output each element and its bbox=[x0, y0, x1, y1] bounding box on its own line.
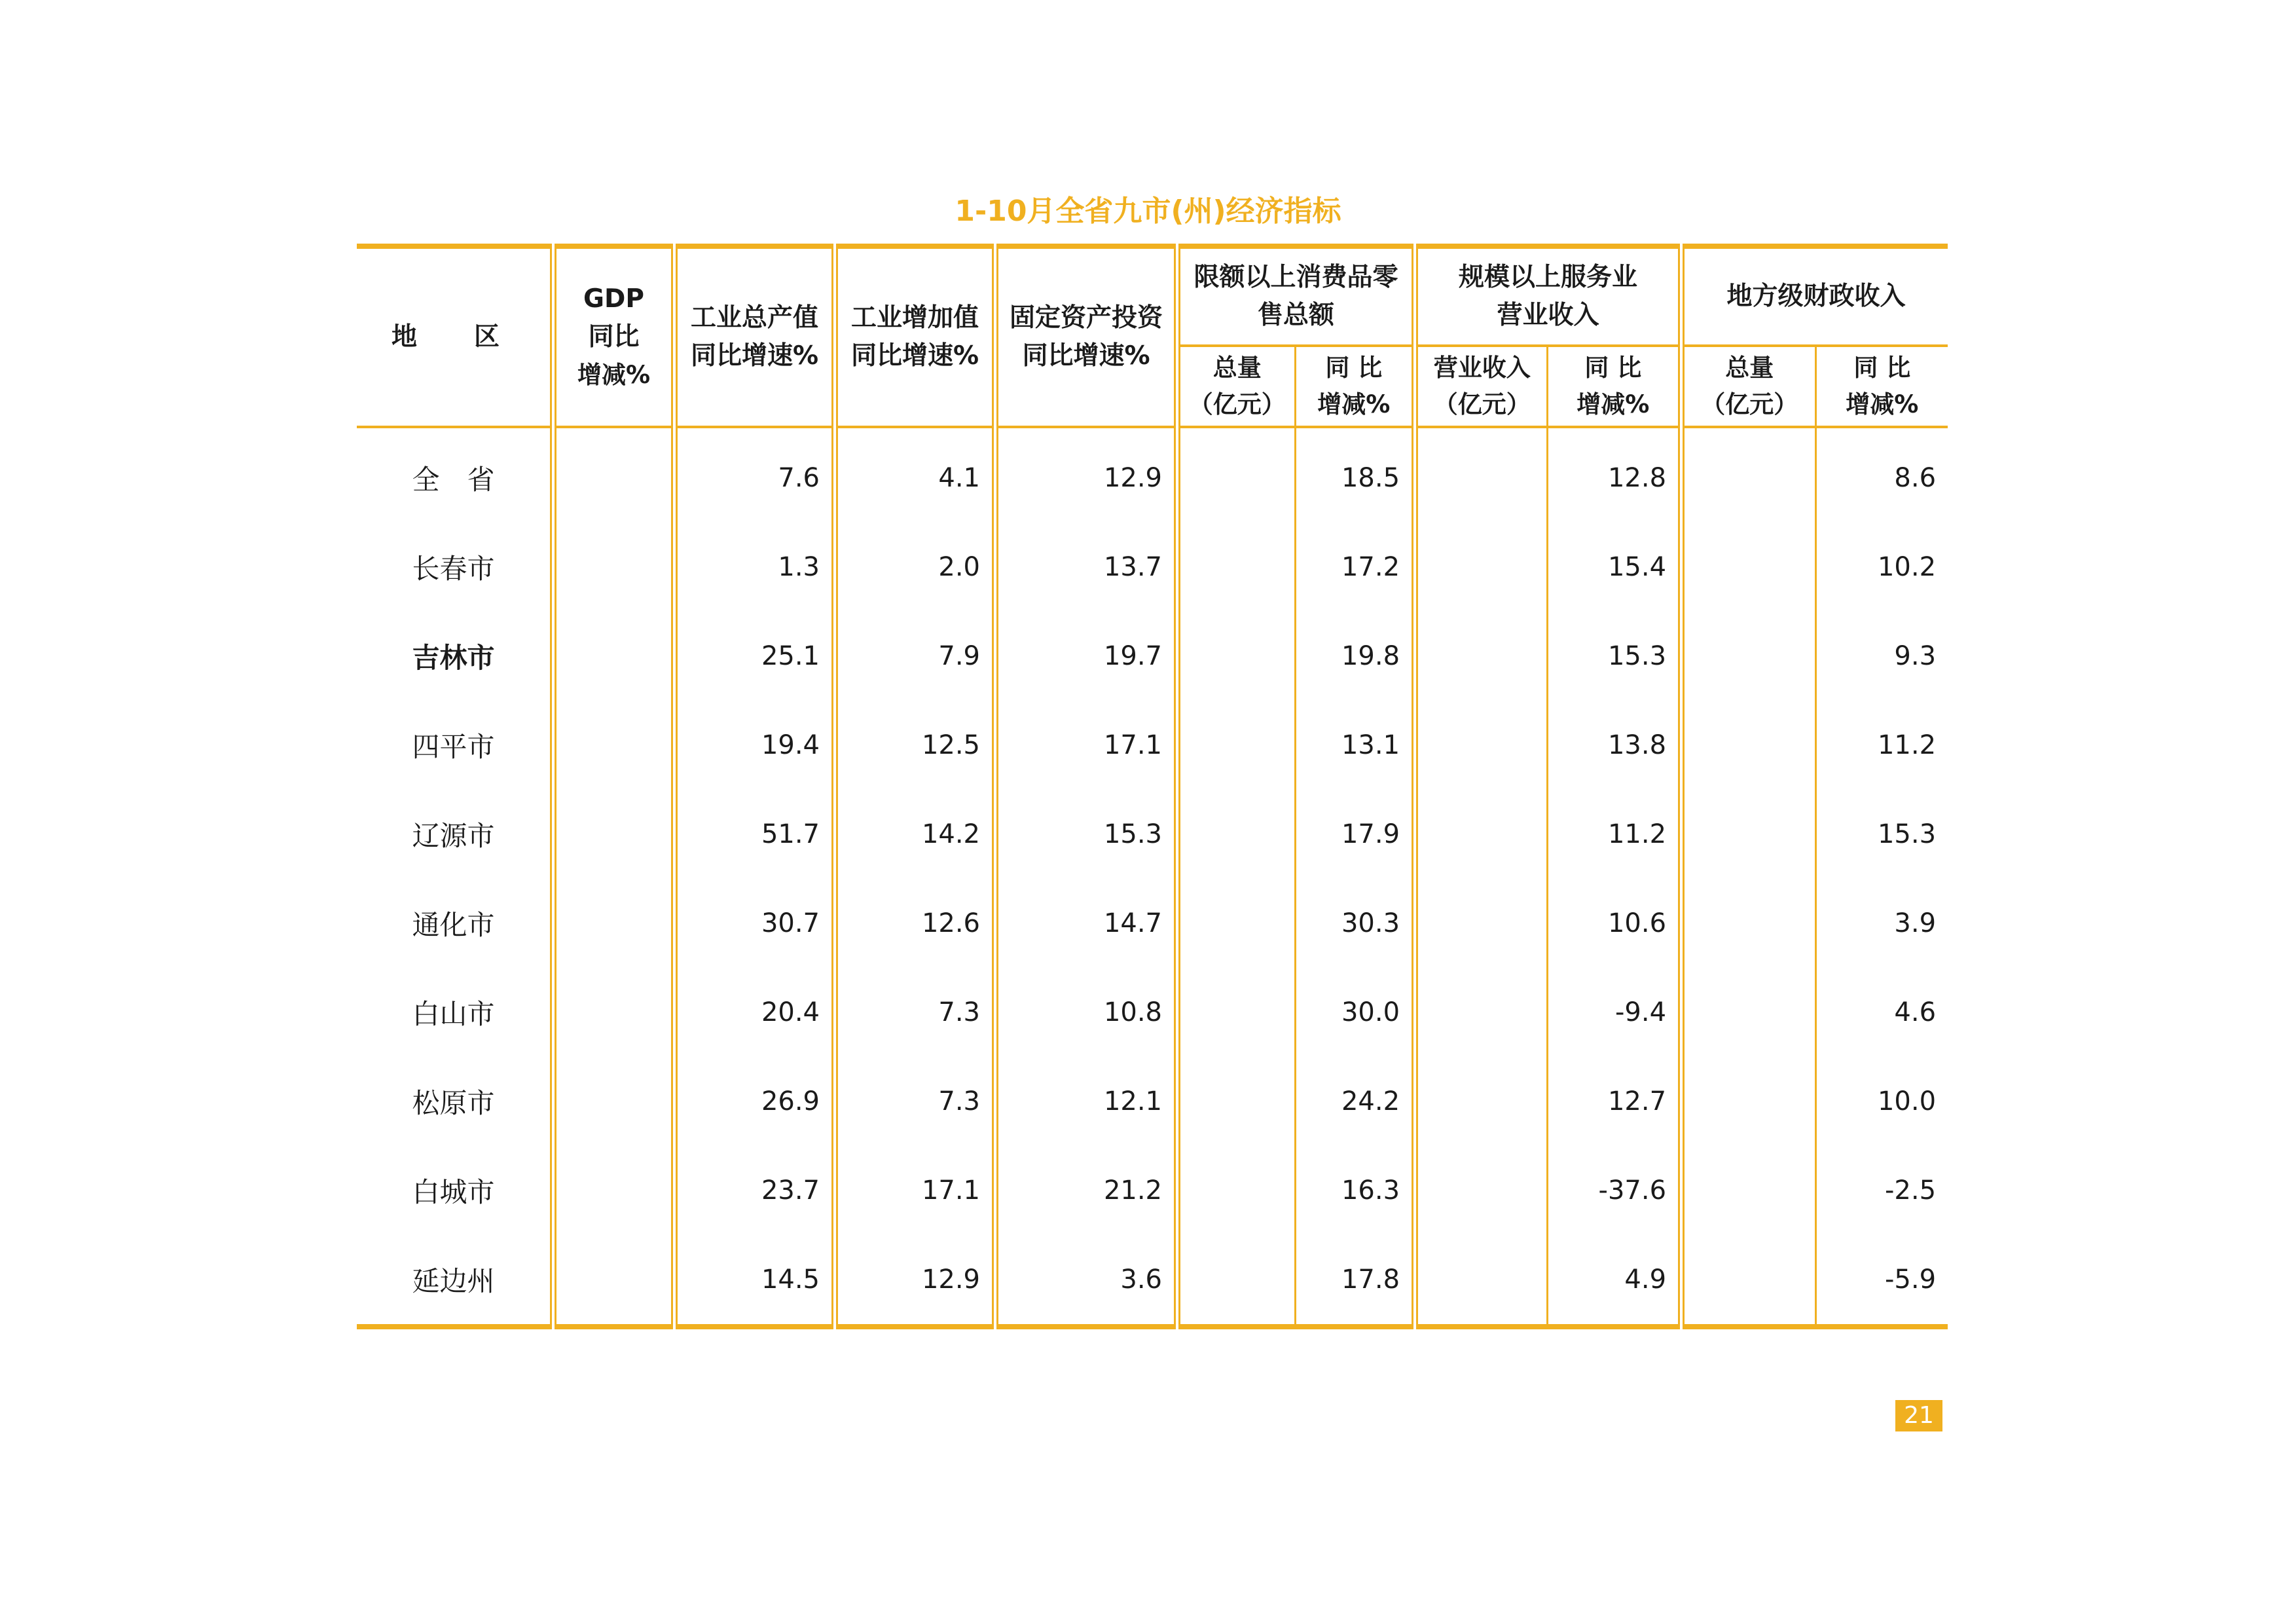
cell-gdp bbox=[553, 1146, 674, 1235]
cell-region: 辽源市 bbox=[357, 790, 553, 879]
header-service: 规模以上服务业 营业收入 bbox=[1415, 246, 1681, 346]
cell-retail-total bbox=[1177, 1235, 1295, 1327]
table-row bbox=[357, 1057, 1948, 1146]
cell-ind-output: 25.1 bbox=[674, 612, 835, 701]
cell-service-rev bbox=[1415, 1057, 1547, 1146]
economic-indicators-table-wrapper bbox=[357, 244, 1948, 1329]
cell-retail-total bbox=[1177, 427, 1295, 523]
cell-region: 白城市 bbox=[357, 1146, 553, 1235]
economic-indicators-table bbox=[357, 244, 1948, 1329]
cell-fixed: 10.8 bbox=[995, 968, 1177, 1057]
table-row bbox=[357, 879, 1948, 968]
cell-ind-output: 7.6 bbox=[674, 427, 835, 523]
cell-gdp bbox=[553, 1057, 674, 1146]
cell-fiscal-total bbox=[1681, 879, 1815, 968]
cell-fiscal-total bbox=[1681, 968, 1815, 1057]
cell-gdp bbox=[553, 612, 674, 701]
table-row bbox=[357, 427, 1948, 523]
header-fiscal: 地方级财政收入 bbox=[1681, 246, 1948, 346]
cell-service-rev bbox=[1415, 701, 1547, 790]
cell-fiscal-yoy: 10.2 bbox=[1877, 552, 1937, 582]
cell-ind-added: 14.2 bbox=[835, 790, 995, 879]
cell-region: 松原市 bbox=[357, 1057, 553, 1146]
cell-fiscal-total bbox=[1681, 790, 1815, 879]
header-retail-total: 总量 （亿元） bbox=[1177, 346, 1295, 427]
cell-fiscal-yoy: 8.6 bbox=[1894, 463, 1937, 493]
cell-service-yoy: 11.2 bbox=[1547, 790, 1681, 879]
table-row bbox=[357, 701, 1948, 790]
cell-retail-total bbox=[1177, 968, 1295, 1057]
cell-gdp bbox=[553, 523, 674, 612]
cell-service-yoy: 12.8 bbox=[1547, 427, 1681, 523]
cell-service-yoy: -37.6 bbox=[1547, 1146, 1681, 1235]
header-fixed-investment: 固定资产投资 同比增速% bbox=[995, 246, 1177, 427]
cell-retail-total bbox=[1177, 523, 1295, 612]
cell-service-yoy: -9.4 bbox=[1547, 968, 1681, 1057]
cell-retail-total bbox=[1177, 1057, 1295, 1146]
table-row bbox=[357, 612, 1948, 701]
cell-fiscal-yoy: -5.9 bbox=[1885, 1264, 1937, 1295]
page-title: 1-10月全省九市(州)经济指标 bbox=[955, 194, 1341, 228]
header-gdp: GDP 同比 增减% bbox=[553, 246, 674, 427]
cell-fixed: 19.7 bbox=[995, 612, 1177, 701]
cell-fiscal-total bbox=[1681, 523, 1815, 612]
table-row bbox=[357, 523, 1948, 612]
cell-fixed: 12.9 bbox=[995, 427, 1177, 523]
cell-ind-added: 12.5 bbox=[835, 701, 995, 790]
cell-region: 四平市 bbox=[357, 701, 553, 790]
table-body bbox=[357, 427, 1948, 1327]
cell-retail-total bbox=[1177, 790, 1295, 879]
cell-retail-yoy: 30.3 bbox=[1295, 879, 1415, 968]
cell-service-yoy: 4.9 bbox=[1547, 1235, 1681, 1327]
cell-service-yoy: 15.3 bbox=[1547, 612, 1681, 701]
cell-retail-yoy: 19.8 bbox=[1295, 612, 1415, 701]
table-row bbox=[357, 968, 1948, 1057]
cell-fiscal-total bbox=[1681, 701, 1815, 790]
cell-gdp bbox=[553, 701, 674, 790]
header-fiscal-total: 总量 （亿元） bbox=[1681, 346, 1815, 427]
cell-service-rev bbox=[1415, 968, 1547, 1057]
cell-region: 延边州 bbox=[357, 1235, 553, 1327]
cell-service-rev bbox=[1415, 523, 1547, 612]
cell-fiscal-yoy: -2.5 bbox=[1885, 1175, 1937, 1206]
header-region: 地 区 bbox=[357, 246, 553, 427]
table-row bbox=[357, 790, 1948, 879]
cell-retail-yoy: 30.0 bbox=[1295, 968, 1415, 1057]
cell-retail-yoy: 13.1 bbox=[1295, 701, 1415, 790]
cell-service-rev bbox=[1415, 612, 1547, 701]
cell-retail-yoy: 24.2 bbox=[1295, 1057, 1415, 1146]
cell-ind-output: 14.5 bbox=[674, 1235, 835, 1327]
cell-gdp bbox=[553, 790, 674, 879]
cell-retail-yoy: 17.9 bbox=[1295, 790, 1415, 879]
cell-ind-output: 26.9 bbox=[674, 1057, 835, 1146]
cell-service-rev bbox=[1415, 1235, 1547, 1327]
cell-ind-added: 7.9 bbox=[835, 612, 995, 701]
cell-fiscal-yoy: 4.6 bbox=[1894, 997, 1937, 1027]
table-header bbox=[357, 246, 1948, 427]
cell-service-rev bbox=[1415, 879, 1547, 968]
cell-fiscal-total bbox=[1681, 1235, 1815, 1327]
cell-service-yoy: 12.7 bbox=[1547, 1057, 1681, 1146]
cell-gdp bbox=[553, 1235, 674, 1327]
header-industrial-added: 工业增加值 同比增速% bbox=[835, 246, 995, 427]
cell-ind-added: 4.1 bbox=[835, 427, 995, 523]
cell-service-rev bbox=[1415, 427, 1547, 523]
header-retail: 限额以上消费品零 售总额 bbox=[1177, 246, 1415, 346]
cell-ind-added: 12.9 bbox=[835, 1235, 995, 1327]
cell-retail-total bbox=[1177, 1146, 1295, 1235]
header-fiscal-yoy: 同 比 增减% bbox=[1815, 346, 1948, 427]
cell-ind-output: 23.7 bbox=[674, 1146, 835, 1235]
page-number: 21 bbox=[1895, 1400, 1942, 1431]
cell-service-yoy: 10.6 bbox=[1547, 879, 1681, 968]
cell-ind-added: 7.3 bbox=[835, 1057, 995, 1146]
cell-fixed: 17.1 bbox=[995, 701, 1177, 790]
cell-service-yoy: 13.8 bbox=[1547, 701, 1681, 790]
cell-fixed: 3.6 bbox=[995, 1235, 1177, 1327]
cell-region: 长春市 bbox=[357, 523, 553, 612]
cell-retail-total bbox=[1177, 701, 1295, 790]
cell-fiscal-total bbox=[1681, 612, 1815, 701]
cell-gdp bbox=[553, 427, 674, 523]
cell-retail-yoy: 17.2 bbox=[1295, 523, 1415, 612]
cell-fiscal-total bbox=[1681, 427, 1815, 523]
cell-ind-added: 17.1 bbox=[835, 1146, 995, 1235]
cell-ind-output: 19.4 bbox=[674, 701, 835, 790]
cell-retail-total bbox=[1177, 879, 1295, 968]
cell-ind-output: 20.4 bbox=[674, 968, 835, 1057]
cell-region: 通化市 bbox=[357, 879, 553, 968]
header-industrial-output: 工业总产值 同比增速% bbox=[674, 246, 835, 427]
cell-ind-output: 30.7 bbox=[674, 879, 835, 968]
cell-service-yoy: 15.4 bbox=[1547, 523, 1681, 612]
cell-region: 白山市 bbox=[357, 968, 553, 1057]
table-row bbox=[357, 1146, 1948, 1235]
cell-fiscal-yoy: 15.3 bbox=[1877, 819, 1937, 849]
cell-service-rev bbox=[1415, 790, 1547, 879]
cell-fixed: 21.2 bbox=[995, 1146, 1177, 1235]
cell-region: 全 省 bbox=[357, 427, 553, 523]
cell-fixed: 15.3 bbox=[995, 790, 1177, 879]
cell-fixed: 12.1 bbox=[995, 1057, 1177, 1146]
cell-ind-added: 7.3 bbox=[835, 968, 995, 1057]
cell-region: 吉林市 bbox=[357, 612, 553, 701]
cell-retail-yoy: 16.3 bbox=[1295, 1146, 1415, 1235]
cell-fiscal-yoy: 3.9 bbox=[1894, 908, 1937, 938]
table-row bbox=[357, 1235, 1948, 1327]
cell-fiscal-total bbox=[1681, 1057, 1815, 1146]
cell-ind-added: 2.0 bbox=[835, 523, 995, 612]
cell-retail-yoy: 18.5 bbox=[1295, 427, 1415, 523]
cell-fiscal-yoy: 11.2 bbox=[1877, 730, 1937, 760]
cell-retail-total bbox=[1177, 612, 1295, 701]
cell-fixed: 14.7 bbox=[995, 879, 1177, 968]
header-retail-yoy: 同 比 增减% bbox=[1295, 346, 1415, 427]
cell-service-rev bbox=[1415, 1146, 1547, 1235]
cell-ind-added: 12.6 bbox=[835, 879, 995, 968]
cell-gdp bbox=[553, 968, 674, 1057]
cell-fiscal-total bbox=[1681, 1146, 1815, 1235]
header-service-revenue: 营业收入 （亿元） bbox=[1415, 346, 1547, 427]
header-service-yoy: 同 比 增减% bbox=[1547, 346, 1681, 427]
cell-fixed: 13.7 bbox=[995, 523, 1177, 612]
cell-ind-output: 51.7 bbox=[674, 790, 835, 879]
cell-ind-output: 1.3 bbox=[674, 523, 835, 612]
cell-fiscal-yoy: 9.3 bbox=[1894, 641, 1937, 671]
cell-gdp bbox=[553, 879, 674, 968]
cell-fiscal-yoy: 10.0 bbox=[1877, 1086, 1937, 1116]
cell-retail-yoy: 17.8 bbox=[1295, 1235, 1415, 1327]
